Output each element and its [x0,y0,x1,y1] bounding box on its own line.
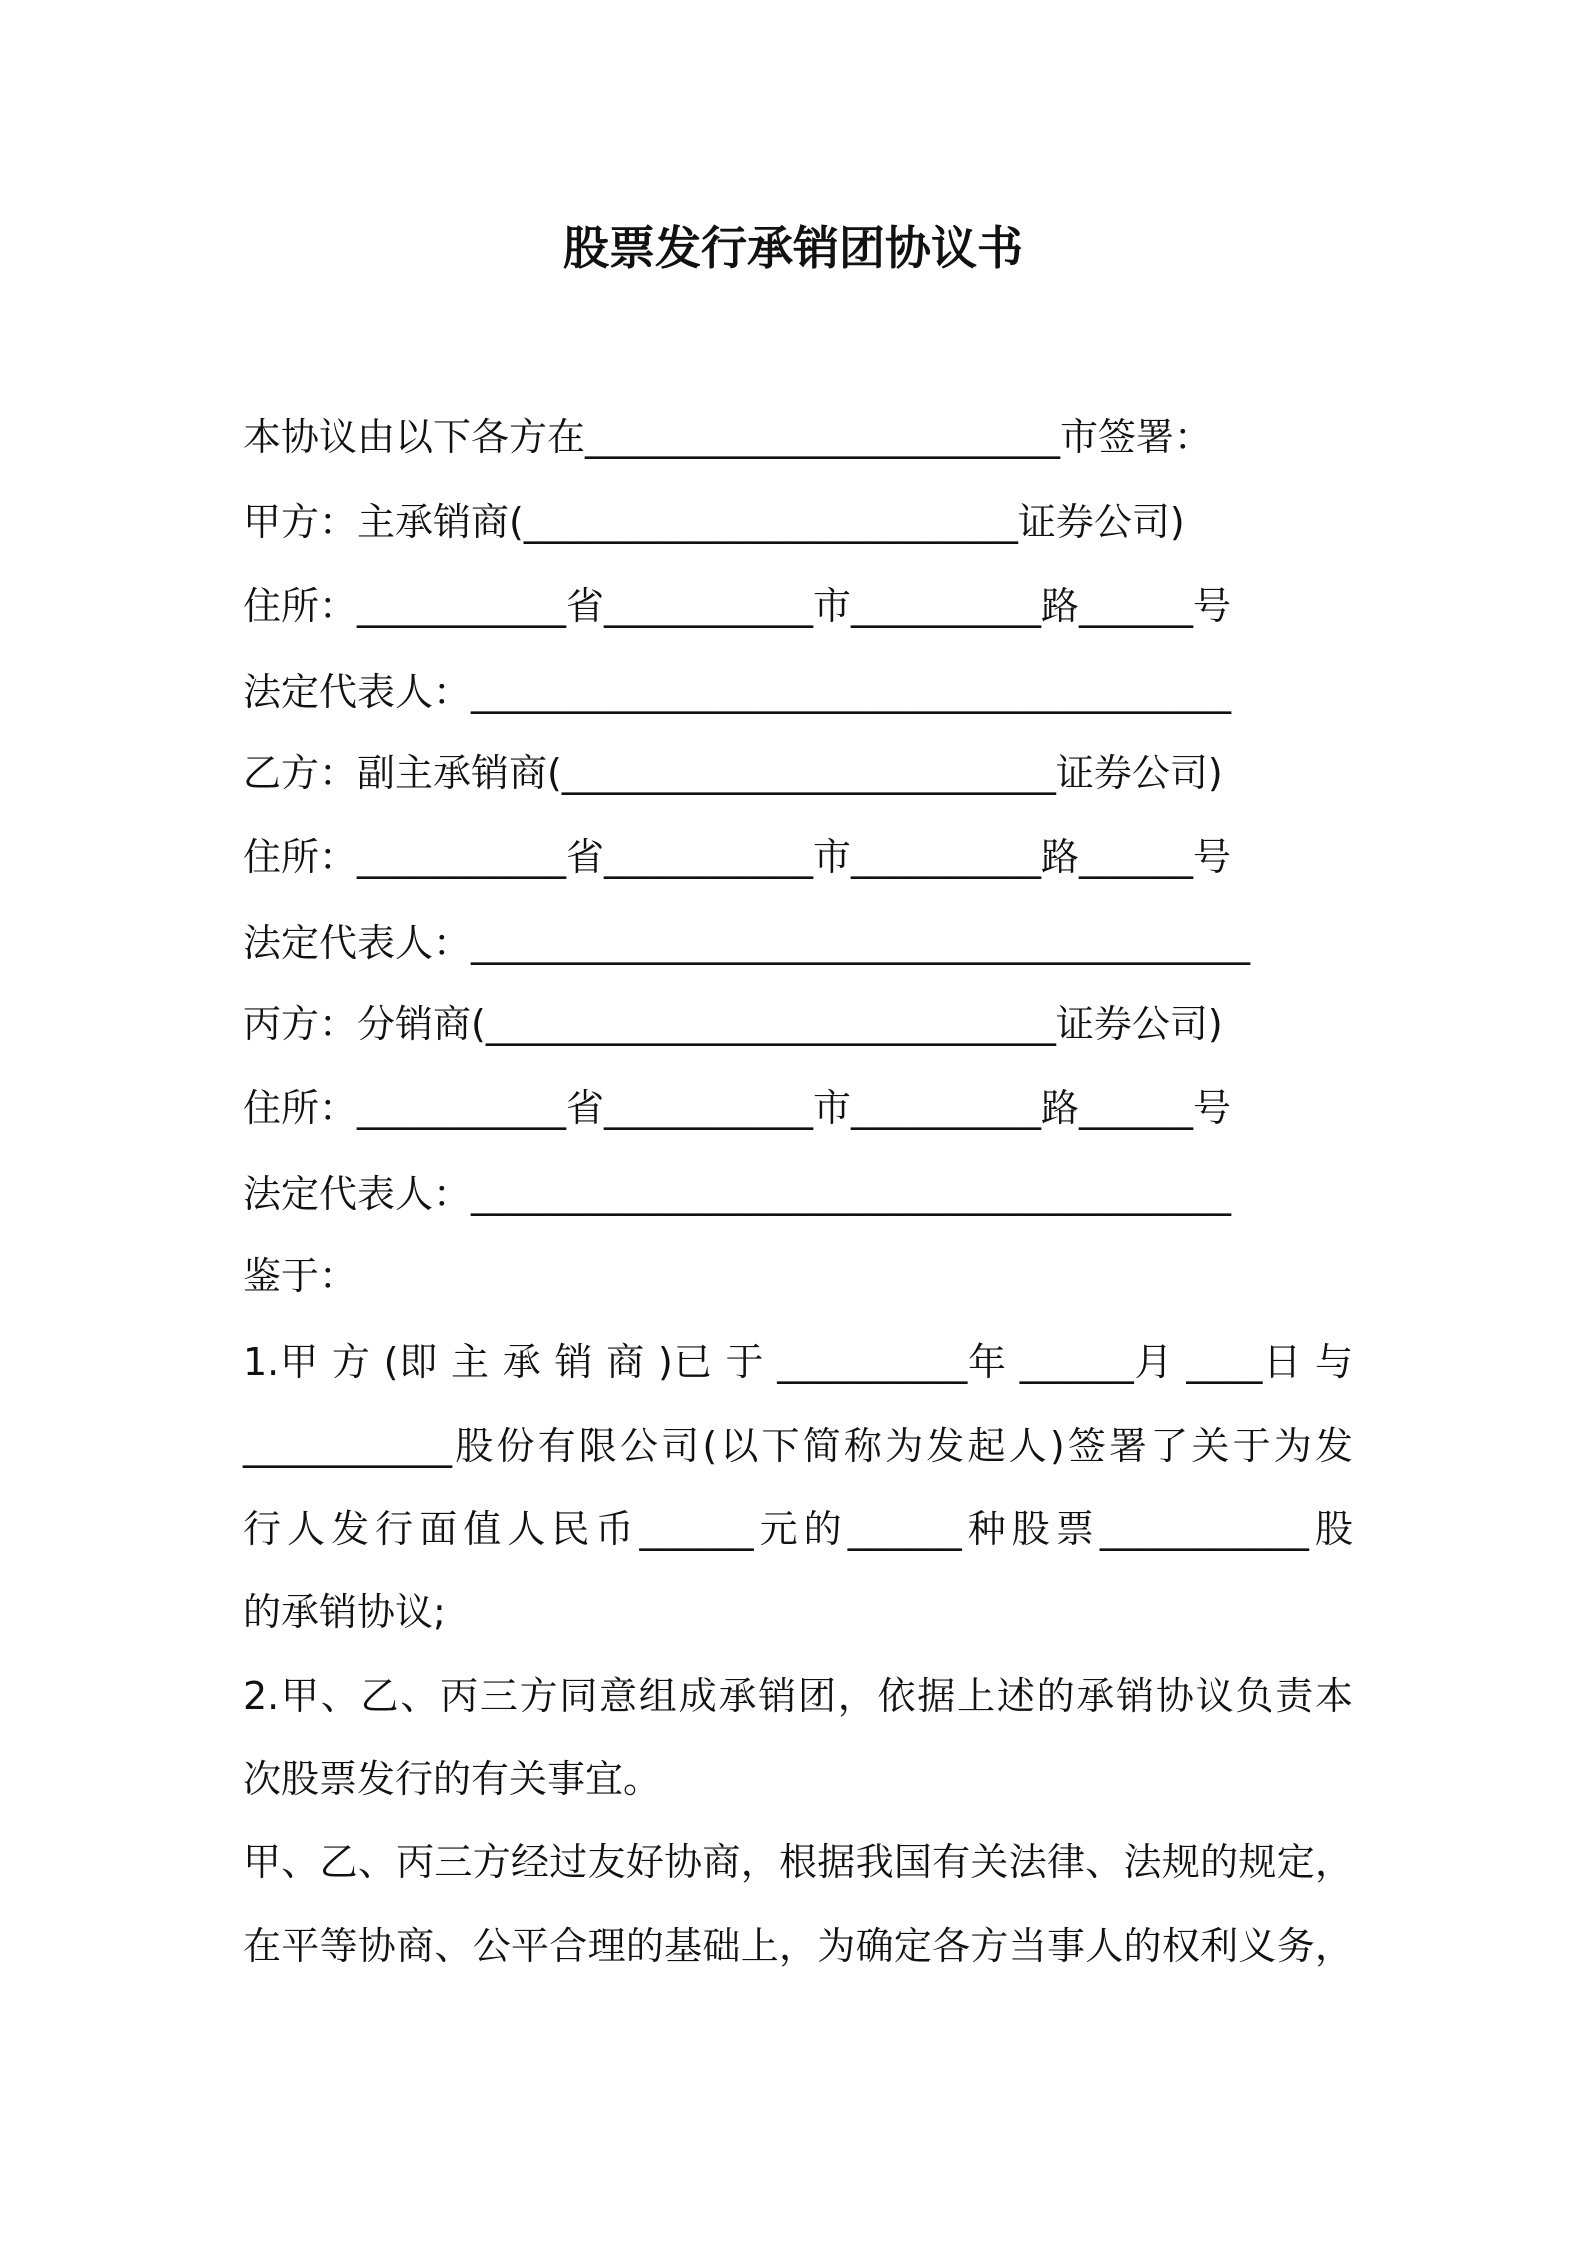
party-c-representative-line: 法定代表人：________________________________________ [243,1172,1232,1216]
clause-1-line-4: 的承销协议; [243,1590,446,1634]
party-a-address-line: 住所：___________省___________市__________路______号 [243,584,1232,628]
clause-2-line-2: 次股票发行的有关事宜。 [243,1757,662,1801]
clause-1-line-3: 行人发行面值人民币______元的______种股票___________股 [243,1507,1353,1551]
document-title: 股票发行承销团协议书 [563,221,1023,275]
signing-location-line: 本协议由以下各方在_________________________市签署： [243,415,1213,459]
party-b-address-line: 住所：___________省___________市__________路______号 [243,835,1232,879]
party-b-representative-line: 法定代表人：_________________________________________ [243,921,1251,965]
preamble-line-2: 在平等协商、公平合理的基础上，为确定各方当事人的权利义务， [243,1924,1353,1968]
whereas-heading: 鉴于： [243,1254,358,1298]
party-b-line: 乙方：副主承销商(__________________________证券公司) [243,751,1223,795]
clause-1-line-2: ___________股份有限公司(以下简称为发起人)签署了关于为发 [243,1424,1353,1468]
party-a-line: 甲方：主承销商(__________________________证券公司) [243,500,1185,544]
clause-1-line-1: 1.甲 方 (即 主 承 销 商 )已 于 __________年 ______月 ____日 与 [243,1340,1353,1384]
clause-2-line-1: 2.甲、乙、丙三方同意组成承销团，依据上述的承销协议负责本 [243,1674,1353,1718]
party-a-representative-line: 法定代表人：________________________________________ [243,670,1232,714]
party-c-address-line: 住所：___________省___________市__________路______号 [243,1086,1232,1130]
party-c-line: 丙方：分销商(______________________________证券公司) [243,1002,1223,1046]
preamble-line-1: 甲、乙、丙三方经过友好协商，根据我国有关法律、法规的规定， [243,1840,1353,1884]
